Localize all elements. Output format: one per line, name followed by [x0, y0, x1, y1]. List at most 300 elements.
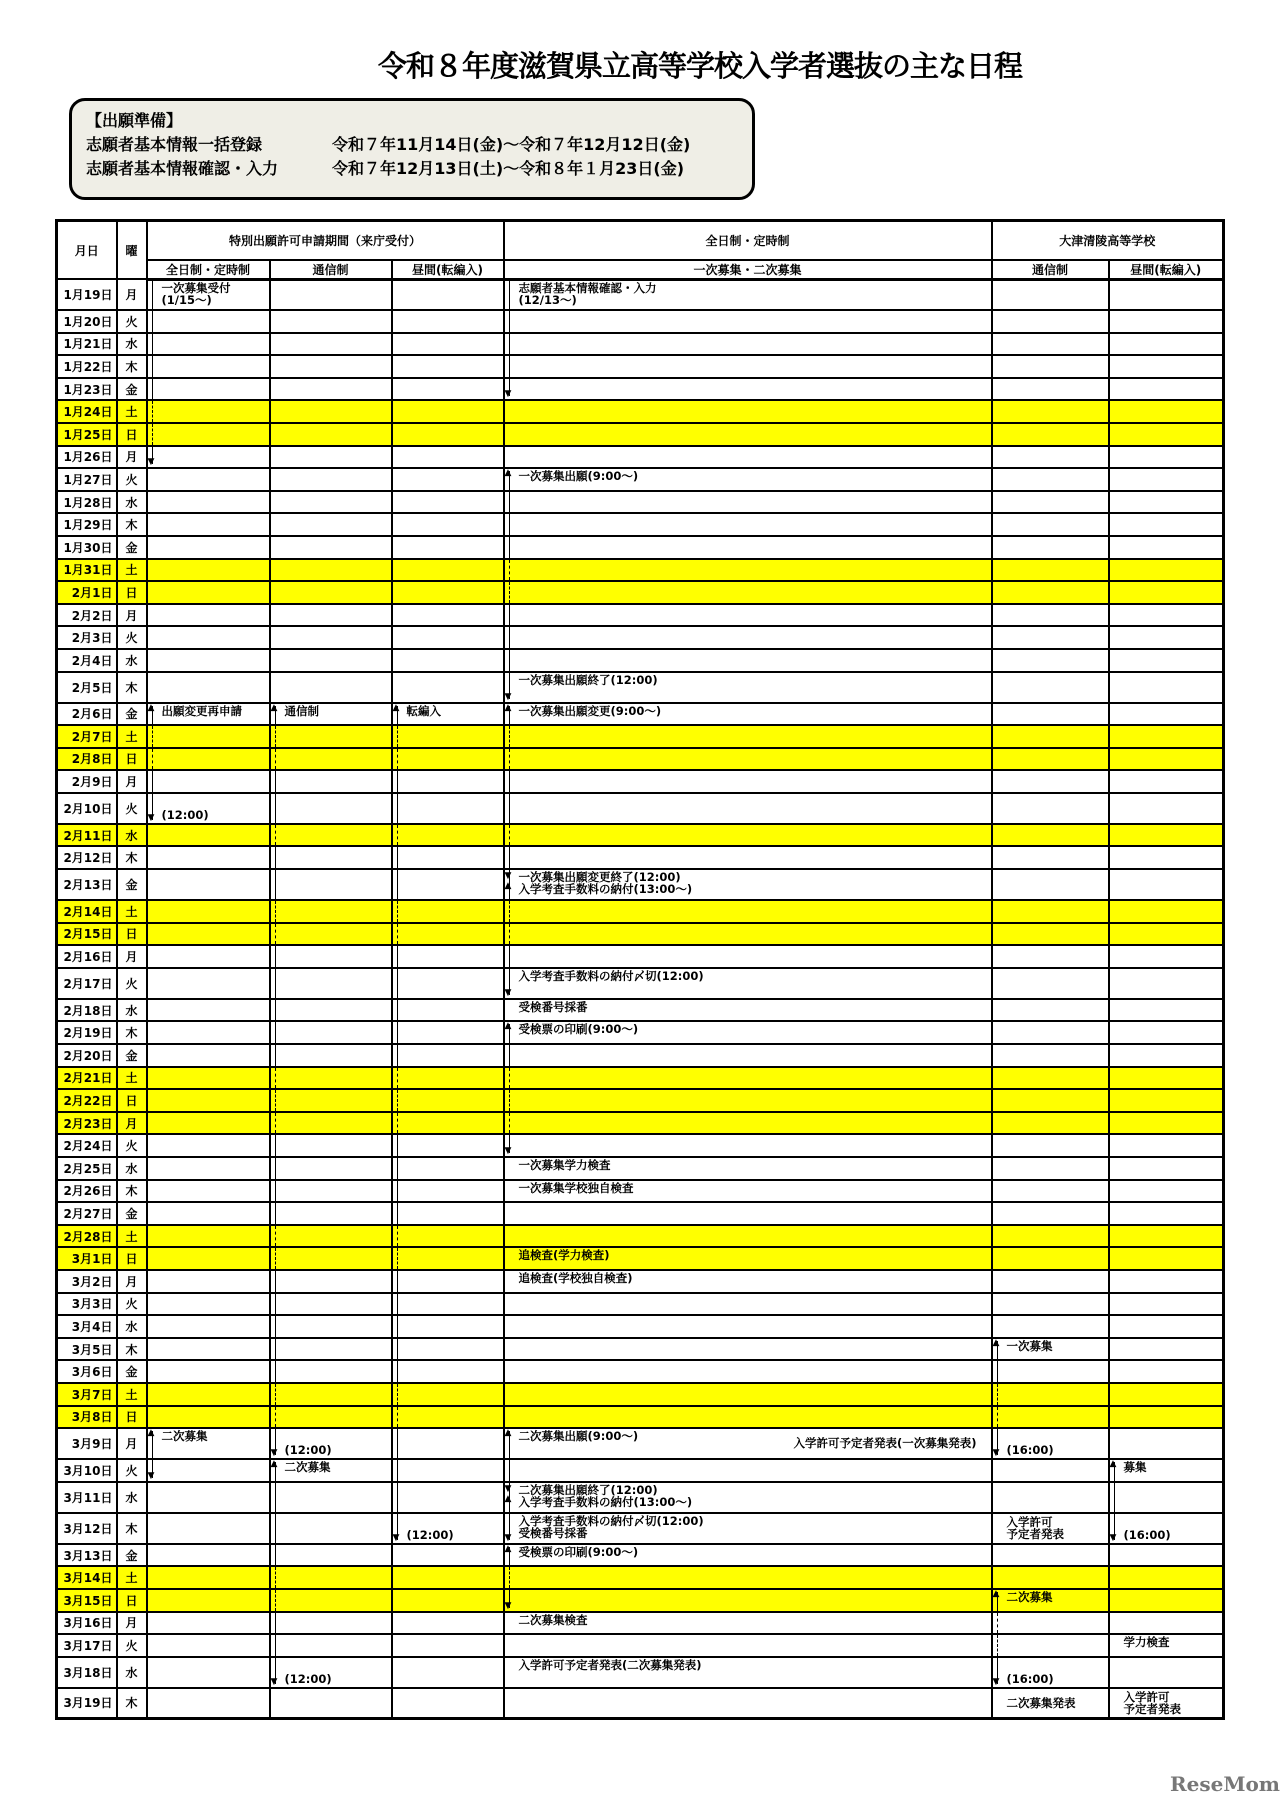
- schedule-cell: [270, 333, 392, 356]
- prep-item: [86, 157, 738, 181]
- period-line: [509, 492, 510, 513]
- schedule-cell: [1109, 1202, 1224, 1225]
- weekday-cell: 土: [117, 1067, 147, 1090]
- schedule-cell: [504, 1544, 992, 1567]
- schedule-cell: [992, 945, 1109, 968]
- date-cell: 2月1日: [57, 581, 117, 604]
- table-row: [57, 793, 1224, 824]
- schedule-cell: [270, 1180, 392, 1203]
- date-cell: 3月1日: [57, 1247, 117, 1270]
- schedule-cell: [992, 1513, 1109, 1544]
- schedule-cell: [392, 446, 504, 469]
- schedule-cell: [1109, 355, 1224, 378]
- period-line: [509, 1090, 510, 1111]
- weekday-cell: 火: [117, 1459, 147, 1482]
- schedule-cell: [270, 1112, 392, 1135]
- table-row: [57, 1360, 1224, 1383]
- period-line: [509, 1113, 510, 1134]
- schedule-cell: [147, 1067, 270, 1090]
- schedule-text: 受検票の印刷(9:00～): [518, 1022, 639, 1037]
- date-cell: 1月24日: [57, 400, 117, 423]
- schedule-cell: [270, 1544, 392, 1567]
- table-row: [57, 1247, 1224, 1270]
- date-cell: 1月26日: [57, 446, 117, 469]
- schedule-cell: [992, 1315, 1109, 1338]
- date-cell: 2月17日: [57, 968, 117, 999]
- subheader: 昼間(転編入): [1109, 260, 1224, 280]
- schedule-cell: [147, 846, 270, 869]
- schedule-cell: [1109, 1134, 1224, 1157]
- arrow-down-icon: ▼: [504, 389, 512, 400]
- period-line: [397, 1045, 398, 1066]
- schedule-cell: [504, 793, 992, 824]
- table-row: [57, 1112, 1224, 1135]
- schedule-cell: [1109, 846, 1224, 869]
- schedule-cell: [147, 1589, 270, 1612]
- schedule-cell: [504, 355, 992, 378]
- period-line: [152, 401, 153, 422]
- header-special: 特別出願許可申請期間（来庁受付）: [147, 221, 504, 260]
- period-line: [509, 582, 510, 603]
- header-otsu: 大津清陵高等学校: [992, 221, 1224, 260]
- weekday-cell: 金: [117, 378, 147, 401]
- table-row: [57, 1566, 1224, 1589]
- schedule-cell: [270, 824, 392, 847]
- schedule-cell: [504, 1383, 992, 1406]
- schedule-text: 入学許可予定者発表(二次募集発表): [518, 1657, 702, 1672]
- schedule-cell: [1109, 1544, 1224, 1567]
- period-line: [509, 281, 510, 310]
- schedule-cell: [992, 626, 1109, 649]
- schedule-cell: [1109, 999, 1224, 1022]
- schedule-cell: [270, 1482, 392, 1513]
- schedule-cell: [392, 1134, 504, 1157]
- schedule-cell: [504, 1360, 992, 1383]
- schedule-cell: [392, 1589, 504, 1612]
- schedule-cell: [392, 1044, 504, 1067]
- schedule-cell: [270, 1428, 392, 1459]
- period-line: [275, 1181, 276, 1202]
- schedule-cell: [992, 649, 1109, 672]
- date-cell: 2月15日: [57, 923, 117, 946]
- schedule-cell: [992, 513, 1109, 536]
- date-cell: 2月22日: [57, 1089, 117, 1112]
- period-line: [275, 1545, 276, 1566]
- schedule-cell: [270, 1338, 392, 1361]
- date-cell: 3月11日: [57, 1482, 117, 1513]
- date-cell: 3月18日: [57, 1657, 117, 1688]
- period-line: [997, 1361, 998, 1382]
- schedule-cell: [992, 999, 1109, 1022]
- arrow-up-icon: ▲: [504, 702, 512, 713]
- schedule-cell: [392, 1067, 504, 1090]
- date-cell: 2月4日: [57, 649, 117, 672]
- table-row: [57, 1657, 1224, 1688]
- schedule-cell: [147, 423, 270, 446]
- period-line: [275, 771, 276, 792]
- schedule-cell: [1109, 446, 1224, 469]
- period-line: [397, 870, 398, 899]
- schedule-cell: [270, 1612, 392, 1635]
- date-cell: 2月10日: [57, 793, 117, 824]
- schedule-cell: [504, 333, 992, 356]
- schedule-cell: [392, 1482, 504, 1513]
- schedule-text: 一次募集学力検査: [518, 1158, 611, 1172]
- date-cell: 3月9日: [57, 1428, 117, 1459]
- arrow-down-icon: ▼: [992, 1676, 1000, 1687]
- schedule-cell: [392, 1270, 504, 1293]
- schedule-cell: [1109, 968, 1224, 999]
- schedule-cell: [392, 1112, 504, 1135]
- date-cell: 2月14日: [57, 900, 117, 923]
- schedule-cell: [392, 1202, 504, 1225]
- schedule-cell: [992, 869, 1109, 900]
- schedule-cell: [270, 846, 392, 869]
- schedule-cell: [504, 1657, 992, 1688]
- schedule-cell: [270, 310, 392, 333]
- schedule-cell: [270, 423, 392, 446]
- schedule-cell: [992, 581, 1109, 604]
- weekday-cell: 月: [117, 770, 147, 793]
- schedule-cell: [392, 559, 504, 582]
- schedule-cell: [504, 468, 992, 491]
- date-cell: 3月3日: [57, 1293, 117, 1316]
- table-row: [57, 400, 1224, 423]
- schedule-cell: [147, 468, 270, 491]
- table-row: [57, 1406, 1224, 1429]
- weekday-cell: 月: [117, 1428, 147, 1459]
- table-row: [57, 1134, 1224, 1157]
- weekday-cell: 金: [117, 1202, 147, 1225]
- period-line: [397, 726, 398, 747]
- date-cell: 3月19日: [57, 1688, 117, 1719]
- schedule-cell: [504, 846, 992, 869]
- table-row: [57, 1293, 1224, 1316]
- schedule-cell: [992, 310, 1109, 333]
- date-cell: 2月23日: [57, 1112, 117, 1135]
- schedule-cell: [270, 1360, 392, 1383]
- period-line: [509, 794, 510, 823]
- arrow-down-icon: ▼: [992, 1448, 1000, 1459]
- date-cell: 1月23日: [57, 378, 117, 401]
- schedule-cell: [270, 1202, 392, 1225]
- schedule-cell: [392, 355, 504, 378]
- schedule-cell: [392, 1293, 504, 1316]
- schedule-cell: [270, 1067, 392, 1090]
- schedule-cell: [147, 1021, 270, 1044]
- date-cell: 2月21日: [57, 1067, 117, 1090]
- period-line: [397, 946, 398, 967]
- period-line: [397, 1316, 398, 1337]
- period-line: [397, 1248, 398, 1269]
- arrow-down-icon: ▼: [147, 457, 155, 468]
- period-line: [275, 1022, 276, 1043]
- schedule-cell: [992, 1247, 1109, 1270]
- table-row: [57, 333, 1224, 356]
- schedule-cell: [504, 1589, 992, 1612]
- weekday-cell: 水: [117, 649, 147, 672]
- table-row: [57, 1157, 1224, 1180]
- schedule-cell: [392, 1180, 504, 1203]
- schedule-cell: [992, 378, 1109, 401]
- weekday-cell: 月: [117, 1612, 147, 1635]
- schedule-cell: [270, 581, 392, 604]
- schedule-cell: [992, 559, 1109, 582]
- schedule-cell: [1109, 423, 1224, 446]
- table-row: [57, 1180, 1224, 1203]
- schedule-cell: [392, 1225, 504, 1248]
- schedule-cell: [147, 310, 270, 333]
- schedule-cell: [270, 725, 392, 748]
- schedule-cell: [392, 824, 504, 847]
- schedule-cell: [504, 748, 992, 771]
- schedule-cell: [392, 279, 504, 310]
- period-line: [275, 1000, 276, 1021]
- table-row: [57, 1634, 1224, 1657]
- schedule-cell: [1109, 400, 1224, 423]
- schedule-cell: [147, 1459, 270, 1482]
- schedule-cell: [504, 279, 992, 310]
- schedule-cell: [504, 1021, 992, 1044]
- schedule-cell: [392, 491, 504, 514]
- period-line: [275, 1316, 276, 1337]
- page-title: 令和８年度滋賀県立高等学校入学者選抜の主な日程: [377, 49, 1022, 83]
- subheader: 通信制: [270, 260, 392, 280]
- period-line: [275, 749, 276, 770]
- period-line: [275, 969, 276, 998]
- arrow-down-icon: ▼: [504, 871, 512, 882]
- weekday-cell: 土: [117, 1566, 147, 1589]
- period-line: [152, 771, 153, 792]
- schedule-cell: [392, 1383, 504, 1406]
- arrow-down-icon: ▼: [504, 1483, 512, 1494]
- schedule-cell: [504, 923, 992, 946]
- table-row: [57, 1021, 1224, 1044]
- arrow-up-icon: ▲: [504, 881, 512, 892]
- arrow-up-icon: ▲: [992, 1337, 1000, 1348]
- period-line: [397, 1181, 398, 1202]
- schedule-cell: [270, 1044, 392, 1067]
- schedule-cell: [270, 1688, 392, 1719]
- schedule-cell: [1109, 1225, 1224, 1248]
- schedule-cell: [1109, 1688, 1224, 1719]
- schedule-cell: [992, 672, 1109, 703]
- schedule-cell: [270, 1513, 392, 1544]
- period-line: [397, 1361, 398, 1382]
- schedule-cell: [270, 1134, 392, 1157]
- period-line: [275, 1339, 276, 1360]
- prep-heading: 【出願準備】: [86, 111, 183, 130]
- period-line: [397, 1460, 398, 1481]
- weekday-cell: 木: [117, 846, 147, 869]
- schedule-cell: [992, 1089, 1109, 1112]
- period-line: [397, 1271, 398, 1292]
- schedule-cell: [147, 279, 270, 310]
- period-line: [397, 1407, 398, 1428]
- period-line: [275, 1203, 276, 1224]
- schedule-cell: [270, 513, 392, 536]
- schedule-cell: [392, 672, 504, 703]
- weekday-cell: 木: [117, 355, 147, 378]
- period-line: [152, 726, 153, 747]
- schedule-cell: [392, 999, 504, 1022]
- schedule-cell: [392, 793, 504, 824]
- period-line: [509, 1045, 510, 1066]
- schedule-cell: [1109, 333, 1224, 356]
- schedule-cell: [992, 355, 1109, 378]
- schedule-cell: [270, 748, 392, 771]
- schedule-cell: [270, 536, 392, 559]
- schedule-cell: [147, 869, 270, 900]
- schedule-cell: [992, 1157, 1109, 1180]
- weekday-cell: 水: [117, 824, 147, 847]
- schedule-cell: [504, 649, 992, 672]
- table-row: [57, 748, 1224, 771]
- schedule-text: 二次募集: [161, 1429, 208, 1444]
- schedule-cell: [392, 310, 504, 333]
- table-row: [57, 1044, 1224, 1067]
- schedule-cell: [504, 559, 992, 582]
- date-cell: 2月20日: [57, 1044, 117, 1067]
- weekday-cell: 月: [117, 604, 147, 627]
- schedule-cell: [1109, 1566, 1224, 1589]
- schedule-cell: [147, 1270, 270, 1293]
- schedule-cell: [270, 1383, 392, 1406]
- period-line: [509, 771, 510, 792]
- period-line: [509, 924, 510, 945]
- date-cell: 2月26日: [57, 1180, 117, 1203]
- schedule-cell: [270, 869, 392, 900]
- schedule-cell: [992, 1134, 1109, 1157]
- date-cell: 2月2日: [57, 604, 117, 627]
- date-cell: 2月18日: [57, 999, 117, 1022]
- schedule-cell: [392, 923, 504, 946]
- schedule-text: (16:00): [1123, 1527, 1171, 1542]
- table-row: [57, 1338, 1224, 1361]
- schedule-cell: [504, 1513, 992, 1544]
- period-line: [509, 847, 510, 868]
- prep-item-label: 志願者基本情報一括登録: [86, 135, 263, 154]
- schedule-cell: [992, 770, 1109, 793]
- schedule-cell: [1109, 1293, 1224, 1316]
- weekday-cell: 月: [117, 1270, 147, 1293]
- table-row: [57, 703, 1224, 726]
- schedule-cell: [1109, 1459, 1224, 1482]
- period-line: [397, 1429, 398, 1458]
- schedule-cell: [392, 1428, 504, 1459]
- period-line: [275, 1514, 276, 1543]
- schedule-cell: [1109, 1180, 1224, 1203]
- schedule-cell: [147, 1293, 270, 1316]
- schedule-cell: [1109, 703, 1224, 726]
- schedule-cell: [392, 468, 504, 491]
- date-cell: 3月15日: [57, 1589, 117, 1612]
- period-line: [152, 356, 153, 377]
- schedule-cell: [392, 1566, 504, 1589]
- schedule-cell: [392, 725, 504, 748]
- schedule-cell: [1109, 513, 1224, 536]
- weekday-cell: 火: [117, 793, 147, 824]
- schedule-cell: [147, 923, 270, 946]
- period-line: [509, 334, 510, 355]
- schedule-text: 学力検査: [1123, 1635, 1170, 1650]
- schedule-text: 一次募集受付 (1/15～): [161, 280, 231, 307]
- period-line: [275, 726, 276, 747]
- period-line: [275, 1613, 276, 1634]
- schedule-cell: [504, 1180, 992, 1203]
- period-line: [509, 650, 510, 671]
- period-line: [509, 1567, 510, 1588]
- date-cell: 2月25日: [57, 1157, 117, 1180]
- schedule-text: 出願変更再申請: [161, 703, 242, 718]
- schedule-cell: [147, 793, 270, 824]
- schedule-cell: [992, 279, 1109, 310]
- schedule-cell: [1109, 672, 1224, 703]
- schedule-text: (12:00): [406, 1527, 454, 1542]
- weekday-cell: 金: [117, 536, 147, 559]
- schedule-cell: [504, 1157, 992, 1180]
- weekday-cell: 月: [117, 1112, 147, 1135]
- weekday-cell: 土: [117, 1383, 147, 1406]
- schedule-cell: [504, 1482, 992, 1513]
- schedule-cell: [504, 604, 992, 627]
- schedule-cell: [992, 446, 1109, 469]
- period-line: [997, 1384, 998, 1405]
- table-row: [57, 1612, 1224, 1635]
- table-row: [57, 900, 1224, 923]
- period-line: [397, 1294, 398, 1315]
- date-cell: 1月28日: [57, 491, 117, 514]
- arrow-up-icon: ▲: [147, 1428, 155, 1439]
- schedule-cell: [147, 945, 270, 968]
- schedule-cell: [270, 1566, 392, 1589]
- date-cell: 2月9日: [57, 770, 117, 793]
- schedule-cell: [392, 945, 504, 968]
- schedule-cell: [270, 355, 392, 378]
- schedule-cell: [1109, 793, 1224, 824]
- schedule-cell: [504, 1688, 992, 1719]
- schedule-cell: [504, 1202, 992, 1225]
- table-row: [57, 279, 1224, 310]
- schedule-cell: [504, 1612, 992, 1635]
- schedule-text: 入学許可 予定者発表: [1123, 1689, 1181, 1716]
- schedule-cell: [392, 1247, 504, 1270]
- table-row: [57, 536, 1224, 559]
- table-row: [57, 559, 1224, 582]
- schedule-cell: [147, 559, 270, 582]
- schedule-cell: [392, 900, 504, 923]
- period-line: [397, 901, 398, 922]
- schedule-text: (12:00): [161, 807, 209, 822]
- schedule-cell: [392, 1513, 504, 1544]
- weekday-cell: 月: [117, 945, 147, 968]
- schedule-cell: [1109, 649, 1224, 672]
- date-cell: 1月21日: [57, 333, 117, 356]
- prep-item-period: 令和７年12月13日(土)～令和８年１月23日(金): [332, 159, 685, 178]
- schedule-cell: [992, 725, 1109, 748]
- schedule-cell: [992, 923, 1109, 946]
- table-row: [57, 725, 1224, 748]
- table-row: [57, 824, 1224, 847]
- schedule-cell: [1109, 491, 1224, 514]
- period-line: [509, 1068, 510, 1089]
- weekday-cell: 火: [117, 468, 147, 491]
- schedule-cell: [504, 945, 992, 968]
- weekday-cell: 月: [117, 279, 147, 310]
- weekday-cell: 日: [117, 1589, 147, 1612]
- schedule-cell: [147, 604, 270, 627]
- schedule-cell: [270, 1247, 392, 1270]
